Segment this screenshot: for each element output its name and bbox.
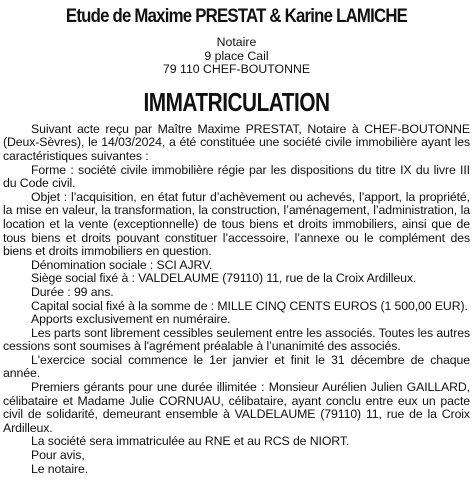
notary-role: Notaire xyxy=(216,35,257,49)
paragraph-denomination: Dénomination sociale : SCI AJRV. xyxy=(31,257,213,272)
paragraph-intro: Suivant acte reçu par Maître Maxime PRESTAT, Notaire à CHEF-BOUTONNE (Deux-Sèvres), le 14/03/2024, a été constituée une société civile immobilière ayant les caractéristiques suivantes : xyxy=(3,121,470,163)
notary-office-header xyxy=(3,4,470,77)
paragraph-pour-avis: Pour avis, xyxy=(31,448,85,463)
paragraph-capital: Capital social fixé à la somme de : MILLE CINQ CENTS EUROS (1 500,00 EUR). xyxy=(31,298,468,313)
paragraph-cessions: Les parts sont librement cessibles seulement entre les associés. Toutes les autres cessions sont soumises à l'agrément préalable à l’unanimité des associés. xyxy=(3,325,470,354)
paragraph-objet: Objet : l’acquisition, en état futur d’achèvement ou achevés, l’apport, la propriété, la mise en valeur, la transformation, la construction, l’aménagement, l’administration, la location et la vente (exceptionnelle) de tous biens et droits immobiliers, ainsi que de tous biens et droits pouvant constituer l’accessoire, l’annexe ou le complément des biens et droits immobiliers en question. xyxy=(3,189,470,259)
paragraph-signature: Le notaire. xyxy=(31,461,89,476)
notary-office-title: Etude de Maxime PRESTAT & Karine LAMICHE xyxy=(65,5,408,27)
paragraph-duree: Durée : 99 ans. xyxy=(31,284,114,299)
paragraph-gerants: Premiers gérants pour une durée illimitée : Monsieur Aurélien Julien GAILLARD, célibataire et Madame Julie CORNUAU, célibataire, ayant conclu entre eux un pacte civil de solidarité, demeurant ensemble à VALDELAUME (79110) 11, rue de la Croix Ardilleux. xyxy=(3,380,470,435)
notice-heading: IMMATRICULATION xyxy=(143,86,330,117)
paragraph-immatriculation: La société sera immatriculée au RNE et au RCS de NIORT. xyxy=(31,434,350,449)
paragraph-forme: Forme : société civile immobilière régie par les dispositions du titre IX du livre III du Code civil. xyxy=(3,162,470,191)
paragraph-siege: Siège social fixé à : VALDELAUME (79110) 11, rue de la Croix Ardilleux. xyxy=(31,271,417,286)
notary-office-details xyxy=(3,36,470,77)
paragraph-apports: Apports exclusivement en numéraire. xyxy=(31,312,231,327)
notice-body xyxy=(3,123,470,476)
notary-address: 9 place Cail xyxy=(204,48,269,63)
notary-city: 79 110 CHEF-BOUTONNE xyxy=(162,62,311,77)
paragraph-exercice: L'exercice social commence le 1er janvier et finit le 31 décembre de chaque année. xyxy=(3,352,470,381)
